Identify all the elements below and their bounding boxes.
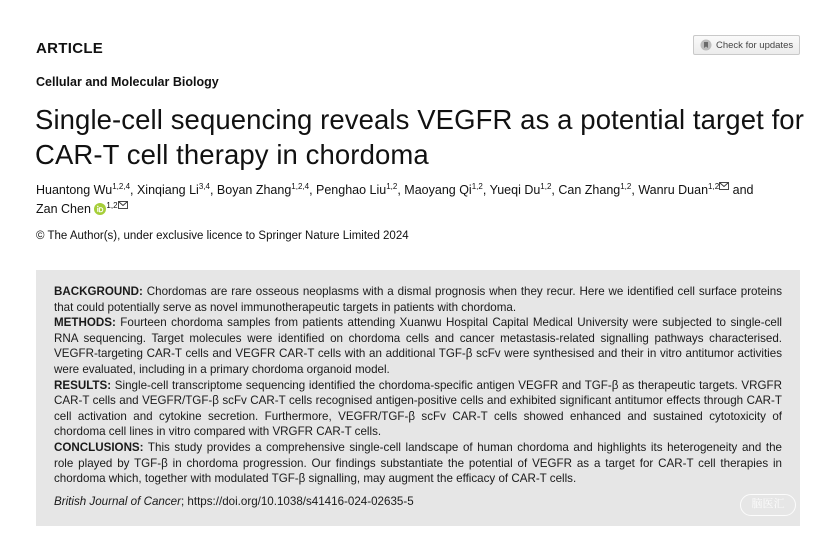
background-text: Chordomas are rare osseous neoplasms with a dismal prognosis when they recur. Here we identified cell surface proteins that could potentially serve as novel immunotherapeutic targets in patients with chordoma. [54,285,782,314]
author-affiliation: 1,2,4 [112,182,131,191]
author-name[interactable]: Can Zhang [558,183,621,197]
article-title: Single-cell sequencing reveals VEGFR as a potential target for CAR-T cell therapy in chordoma [35,104,804,170]
orcid-icon[interactable] [94,203,106,215]
author-name[interactable]: Penghao Liu [316,183,387,197]
copyright-notice: © The Author(s), under exclusive licence to Springer Nature Limited 2024 [36,230,409,242]
author-name[interactable]: Maoyang Qi [404,183,472,197]
envelope-icon[interactable] [118,201,128,209]
author-affiliation: 1,2 [471,182,483,191]
author-separator: , [551,183,559,197]
author-affiliation: 1,2,4 [291,182,310,191]
section-label: Cellular and Molecular Biology [36,75,219,89]
author-separator: , [482,183,490,197]
doi-link[interactable]: ; https://doi.org/10.1038/s41416-024-02635-5 [180,494,414,508]
check-for-updates-label: Check for updates [716,39,794,51]
author-separator: , [209,183,217,197]
conclusions-text: This study provides a comprehensive single-cell landscape of human chordoma and highlights its heterogeneity and the role played by TGF-β in chordoma progression. Our findings substantiate the potential of VEGFR as a target for CAR-T cell therapies in chordoma which, together with modulated TGF-β signalling, may augment the efficacy of CAR-T cells. [54,440,782,486]
abstract-text [54,284,782,487]
author-affiliation: 3,4 [198,182,210,191]
author-separator: and [729,183,754,197]
author-affiliation: 1,2 [708,182,720,191]
author-separator: , [397,183,405,197]
author-affiliation: 1,2 [540,182,552,191]
results-text: Single-cell transcriptome sequencing identified the chordoma-specific antigen VEGFR and TGF-β as therapeutic targets. VRGFR CAR-T cells and VEGFR/TGF-β scFv CAR-T cells recognised antigen-positive cells and exhibited significant antitumor effects through CAR-T cell activation and cytokine secretion. Furthermore, VEGFR/TGF-β scFv CAR-T cells showed enhanced and sustained cytotoxicity of chordoma cell lines in vitro compared with VRGFR CAR-T cells. [54,378,782,439]
methods-label: METHODS: [54,316,116,330]
citation [54,494,782,510]
background-label: BACKGROUND: [54,285,143,298]
envelope-icon[interactable] [719,182,729,190]
bookmark-icon [700,39,712,51]
author-name[interactable]: Boyan Zhang [216,183,292,197]
author-name[interactable]: Xinqiang Li [136,183,199,197]
author-name[interactable]: Zan Chen [36,202,91,216]
methods-text: Fourteen chordoma samples from patients attending Xuanwu Hospital Capital Medical University were subjected to single-cell RNA sequencing. Target molecules were identified on chordoma cells and cancer metastasis-related signalling pathways characterised. VEGFR-targeting CAR-T cells and VEGFR CAR-T cells with an additional TGF-β scFv were synthesised and their in vitro antitumor activities were evaluated, including in a primary chordoma organoid model. [54,316,782,376]
abstract-box [36,270,800,526]
author-list [36,181,796,219]
conclusions-label: CONCLUSIONS: [54,440,144,454]
author-separator: , [631,183,639,197]
article-type-label: ARTICLE [36,40,104,57]
journal-name: British Journal of Cancer [54,494,181,508]
results-label: RESULTS: [54,378,112,392]
author-name[interactable]: Yueqi Du [489,183,541,197]
author-name[interactable]: Wanru Duan [638,183,709,197]
author-affiliation: 1,2 [106,201,118,210]
author-name[interactable]: Huantong Wu [36,183,113,197]
author-affiliation: 1,2 [620,182,632,191]
author-affiliation: 1,2 [386,182,398,191]
watermark-logo: 脑医汇 [740,494,796,516]
author-separator: , [309,183,317,197]
check-for-updates-button[interactable] [693,35,800,55]
author-separator: , [130,183,137,197]
